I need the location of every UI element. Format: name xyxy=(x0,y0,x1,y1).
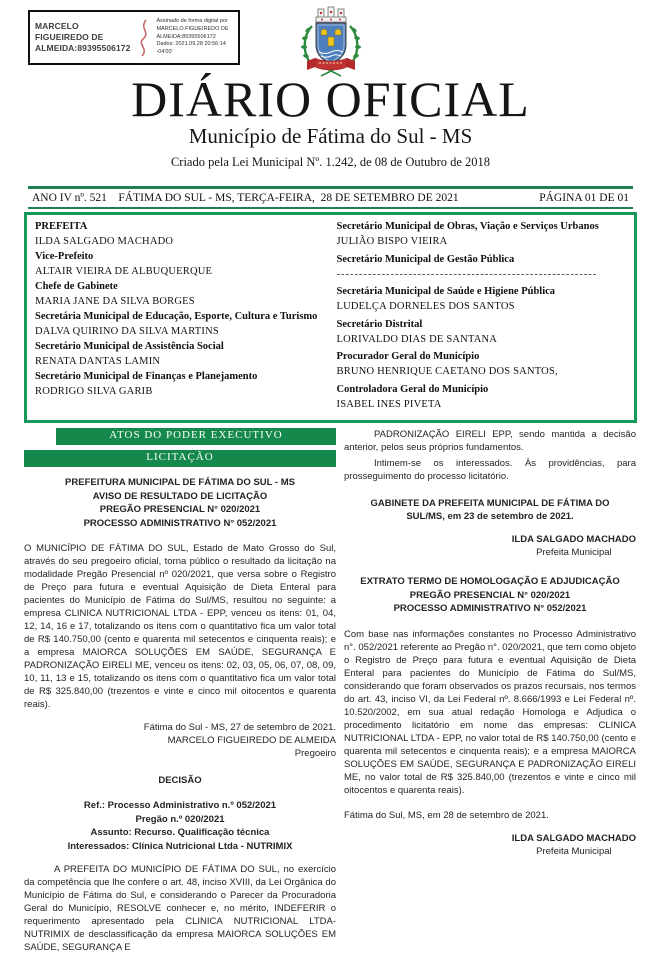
aviso-body: O MUNICÍPIO DE FÁTIMA DO SUL, Estado de Mato Grosso do Sul, através do seu pregoeiro oficial, torna público o resultado da licitação na modalidade Pregão Presencial nº 020/2021, que versa sobre o Registro de Preço para futura e eventual Aquisição de Dieta Enteral para pacientes do Município de Fátima do Sul/MS, resultou no seguinte: a empresa CLINICA NUTRICIONAL LTDA - EPP, venceu os itens: 01, 04, 12, 14, 16 e 17, totalizando os itens com o quantitativo fica um valor total de R$ 140.750,00 (cento e quarenta mil setecentos e cinquenta reais); e a empresa MAIORCA SOLUÇÕES EM SAÚDE, SEGURANÇA E PADRONIZAÇÃO EIRELI ME, venceu os itens: 02, 03, 05, 06, 07, 08, 09, 10, 11, 13 e 15, totalizando os itens com o quantitativo fica um valor total de R$ 325.840,00 (trezentos e vinte e cinco mil oitocentos e quarenta reais). xyxy=(24,543,336,710)
section-banner-atos: ATOS DO PODER EXECUTIVO xyxy=(56,428,336,445)
decisao-body-left: A PREFEITA DO MUNICÍPIO DE FÁTIMA DO SUL, no exercício da competência que lhe confere o art. 48, inciso XVIII, da Lei Orgânica do Município de Fátima do Sul, e considerando o Parecer da Procuradoria Geral do Município, RESOLVE conhecer e, no mérito, INDEFERIR o requerimento apresentado pela CLINICA NUTRICIONAL LTDA- NUTRIMIX de desclassificação da empresa MAIORCA SOLUÇÕES EM SAÚDE, SEGURANÇA E xyxy=(24,864,336,953)
section-banners xyxy=(24,428,336,467)
official-title: Vice-Prefeito xyxy=(35,251,94,262)
official-title: Secretária Municipal de Saúde e Higiene Pública xyxy=(336,286,556,297)
extrato-signer-role: Prefeita Municipal xyxy=(536,845,612,857)
official-entry xyxy=(337,349,627,379)
officials-box xyxy=(24,212,637,423)
page-indicator: PÁGINA 01 DE 01 xyxy=(539,192,629,204)
signature-details xyxy=(156,18,233,58)
official-entry xyxy=(337,284,627,314)
official-name: RENATA DANTAS LAMIN xyxy=(35,356,161,367)
official-title: Secretário Distrital xyxy=(336,318,423,330)
official-entry xyxy=(35,369,321,399)
edition-bar xyxy=(28,186,633,209)
edition-info: ANO IV nº. 521 FÁTIMA DO SUL - MS, TERÇA-FEIRA, 28 DE SETEMBRO DE 2021 xyxy=(32,192,459,204)
official-name: LORIVALDO DIAS DE SANTANA xyxy=(336,333,498,345)
gabinete-line: GABINETE DA PREFEITA MUNICIPAL DE FÁTIMA DO SUL/MS, em 23 de setembro de 2021. xyxy=(370,498,610,522)
official-entry xyxy=(337,382,627,412)
extrato-heading xyxy=(344,575,636,616)
aviso-heading-line: PREFEITURA MUNICIPAL DE FÁTIMA DO SUL - MS xyxy=(65,477,295,488)
official-name: DALVA QUIRINO DA SILVA MARTINS xyxy=(35,326,219,337)
official-title: Procurador Geral do Município xyxy=(336,351,480,362)
decisao-signature-block xyxy=(344,533,636,559)
aviso-heading xyxy=(24,476,336,530)
official-name: RODRIGO SILVA GARIB xyxy=(35,386,153,397)
decisao-signer-name: ILDA SALGADO MACHADO xyxy=(511,534,636,545)
official-entry xyxy=(337,317,627,347)
creation-law-line: Criado pela Lei Municipal Nº. 1.242, de 08 de Outubro de 2018 xyxy=(170,155,491,170)
official-entry xyxy=(35,249,321,279)
left-column xyxy=(24,428,336,957)
official-entry xyxy=(337,252,627,282)
decisao-body-right-p2: Intimem-se os interessados. Às providências, para prosseguimento do processo licitatório. xyxy=(344,458,636,482)
main-content xyxy=(24,212,637,957)
aviso-heading-line: PREGÃO PRESENCIAL N° 020/2021 xyxy=(99,504,261,515)
signature-detail-line: Assinado de forma digital por xyxy=(156,17,228,24)
aviso-signature-block xyxy=(24,721,336,760)
aviso-signer-role: Pregoeiro xyxy=(294,748,336,759)
official-title: Secretário Municipal de Obras, Viação e Serviços Urbanos xyxy=(336,221,599,232)
official-name: MARIA JANE DA SILVA BORGES xyxy=(35,296,195,307)
page-title: DIÁRIO OFICIAL xyxy=(131,71,530,127)
extrato-signer-name: ILDA SALGADO MACHADO xyxy=(511,832,636,844)
extrato-heading-line: PREGÃO PRESENCIAL N° 020/2021 xyxy=(409,589,571,601)
decisao-ref-line: Pregão n.º 020/2021 xyxy=(135,813,225,825)
aviso-heading-line: PROCESSO ADMINISTRATIVO N° 052/2021 xyxy=(83,517,277,529)
official-name: LUDELÇA DORNELES DOS SANTOS xyxy=(336,301,515,312)
officials-right-column xyxy=(331,219,627,414)
official-title: Chefe de Gabinete xyxy=(35,281,118,292)
signature-detail-line: Dados: 2021.09.28 20:56:14 -04'00' xyxy=(156,41,226,56)
official-title: Secretário Municipal de Assistência Social xyxy=(35,341,224,352)
extrato-heading-line: PROCESSO ADMINISTRATIVO N° 052/2021 xyxy=(393,603,587,614)
officials-left-column xyxy=(35,219,331,414)
extrato-body: Com base nas informações constantes no Processo Administrativo n°. 052/2021 referente ao Pregão n°. 020/2021, que tem como objeto o Registro de Preço para futura e eventual Aquisição de Dieta Enteral para pacientes do Município de Fátima do Sul/MS, considerando que foram observados os prazos recursais, nos termos do art. 43, inciso VI, da Lei Federal nº. 8.666/1993 e Lei Federal nº. 10.520/2002, em sua atual redação Homologa e Adjudica o procedimento licitatório em nome das empresas: CLINICA NUTRICIONAL LTDA - EPP, no valor total de R$ 140.750,00 (cento e quarenta mil setecentos e cinquenta reais); e a empresa MAIORCA SOLUÇÕES EM SAÚDE, SEGURANÇA E PADRONIZAÇÃO EIRELI ME, no valor total de R$ 325.840,00 (trezentos e vinte e cinco mil oitocentos e quarenta reais). xyxy=(344,628,636,796)
official-name: BRUNO HENRIQUE CAETANO DOS SANTOS, xyxy=(336,366,558,377)
official-title: Secretária Municipal de Educação, Esporte, Cultura e Turismo xyxy=(35,311,318,322)
aviso-heading-line: AVISO DE RESULTADO DE LICITAÇÃO xyxy=(92,490,268,502)
official-entry xyxy=(35,339,321,369)
signature-signer: MARCELO FIGUEIREDO DE ALMEIDA:89395506172 xyxy=(35,20,131,54)
masthead xyxy=(0,0,661,212)
decisao-ref-line: Ref.: Processo Administrativo n.º 052/2021 xyxy=(83,800,277,811)
official-title: PREFEITA xyxy=(35,221,88,232)
official-name: ILDA SALGADO MACHADO xyxy=(35,236,174,247)
decisao-ref-line: Assunto: Recurso. Qualificação técnica xyxy=(90,827,270,838)
decisao-body-right-p1: PADRONIZAÇÃO EIRELI EPP, sendo mantida a decisão anterior, pelos seus próprios fundamentos. xyxy=(344,429,636,453)
extrato-signature-block xyxy=(344,832,636,858)
official-entry xyxy=(337,219,627,249)
extrato-dateline: Fátima do Sul, MS, em 28 de setembro de 2021. xyxy=(344,809,549,821)
decisao-title: DECISÃO xyxy=(158,775,202,786)
digital-signature-stamp xyxy=(28,10,240,65)
right-column xyxy=(344,428,636,957)
decisao-ref-block xyxy=(24,799,336,853)
aviso-dateline: Fátima do Sul - MS, 27 de setembro de 2021. xyxy=(143,722,336,733)
official-entry xyxy=(35,279,321,309)
decisao-ref-line: Interessados: Clínica Nutricional Ltda - NUTRIMIX xyxy=(67,840,293,852)
extrato-heading-line: EXTRATO TERMO DE HOMOLOGAÇÃO E ADJUDICAÇÃO xyxy=(360,576,620,587)
official-title: Secretário Municipal de Gestão Pública xyxy=(336,253,515,265)
official-entry xyxy=(35,219,321,249)
signature-detail-line: MARCELO FIGUEIREDO DE xyxy=(156,25,229,32)
official-name: ISABEL INES PIVETA xyxy=(336,398,442,410)
aviso-signer-name: MARCELO FIGUEIREDO DE ALMEIDA xyxy=(167,735,336,746)
municipal-coat-of-arms xyxy=(295,4,367,78)
official-name: JULIÃO BISPO VIEIRA xyxy=(336,236,448,247)
title-block xyxy=(0,71,661,170)
notice-columns xyxy=(24,428,637,957)
section-banner-licitacao: LICITAÇÃO xyxy=(24,450,336,467)
official-title: Controladora Geral do Município xyxy=(336,383,489,395)
vacant-position-dashes: ---------------------------------------------------------- xyxy=(336,268,598,280)
decisao-signer-role: Prefeita Municipal xyxy=(536,547,612,558)
official-name: ALTAIR VIEIRA DE ALBUQUERQUE xyxy=(35,266,213,277)
official-title: Secretário Municipal de Finanças e Planejamento xyxy=(35,371,258,382)
signature-scribble-icon xyxy=(133,17,155,59)
signature-detail-line: ALMEIDA:89395506172 xyxy=(156,33,216,40)
official-entry xyxy=(35,309,321,339)
municipality-subtitle: Município de Fátima do Sul - MS xyxy=(188,124,473,148)
